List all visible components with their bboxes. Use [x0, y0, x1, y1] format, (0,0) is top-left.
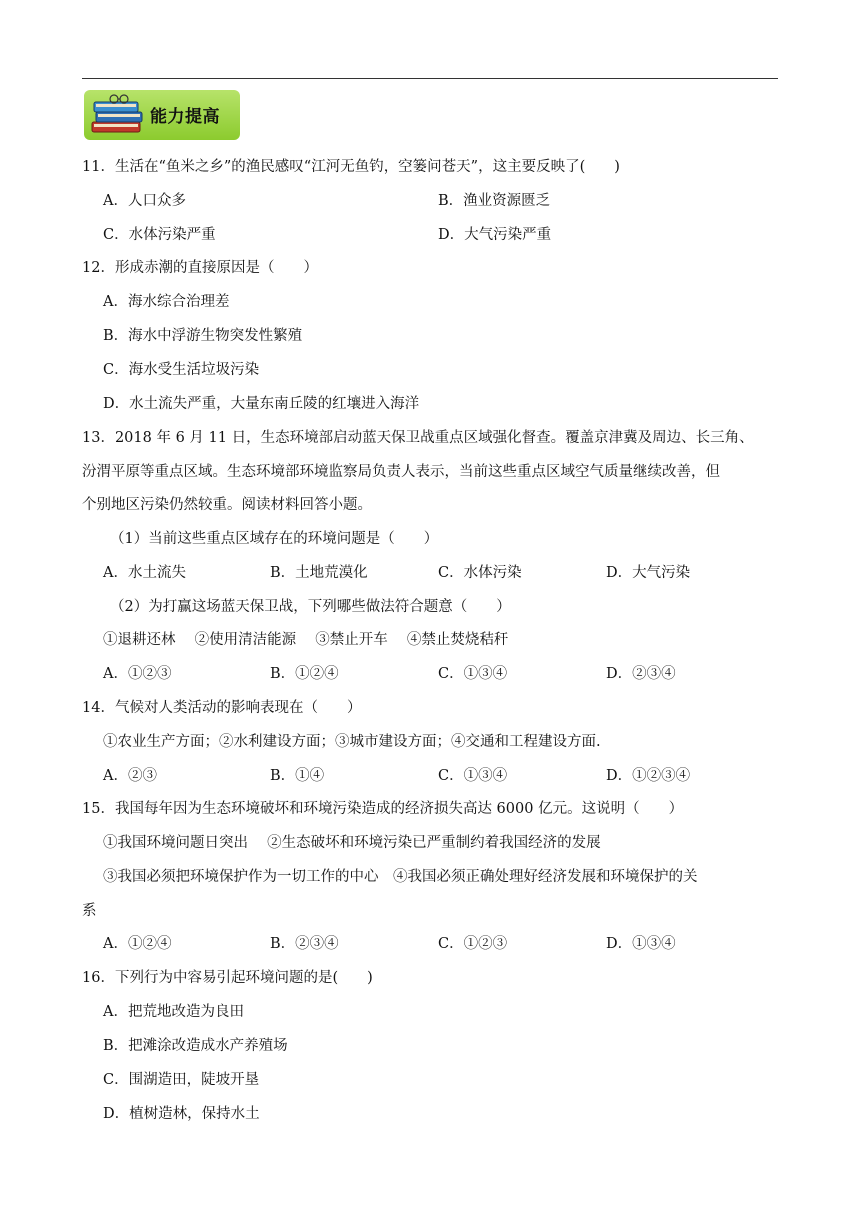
q14-option-a: A．②③ [103, 768, 157, 784]
q14-stem: 14．气候对人类活动的影响表现在（ ） [82, 700, 362, 716]
q12-option-d: D．水土流失严重，大量东南丘陵的红壤进入海洋 [103, 396, 420, 412]
books-icon [88, 92, 152, 138]
section-badge [84, 90, 240, 140]
q13-sub2-option-b: B．①②④ [270, 666, 339, 682]
q11-stem: 11．生活在“鱼米之乡”的渔民感叹“江河无鱼钓，空篓问苍天”，这主要反映了( ) [82, 159, 620, 175]
q14-option-c: C．①③④ [438, 768, 508, 784]
q11-option-d: D．大气污染严重 [438, 227, 552, 243]
section-badge-label: 能力提高 [150, 107, 220, 127]
q15-stem: 15．我国每年因为生态环境破坏和环境污染造成的经济损失高达 6000 亿元。这说明（ ） [82, 801, 684, 817]
header-rule [82, 78, 778, 79]
q11-option-b: B．渔业资源匮乏 [438, 193, 551, 209]
q16-option-d: D．植树造林，保持水土 [103, 1106, 260, 1122]
q16-option-b: B．把滩涂改造成水产养殖场 [103, 1038, 288, 1054]
q13-sub1-option-a: A．水土流失 [103, 565, 186, 581]
q14-items: ①农业生产方面；②水利建设方面；③城市建设方面；④交通和工程建设方面. [103, 734, 601, 750]
q13-sub2-items: ①退耕还林 ②使用清洁能源 ③禁止开车 ④禁止焚烧秸秆 [103, 632, 509, 648]
q14-option-d: D．①②③④ [606, 768, 691, 784]
q15-option-c: C．①②③ [438, 936, 508, 952]
q16-stem: 16．下列行为中容易引起环境问题的是( ) [82, 970, 373, 986]
q13-stem-line-1: 13．2018 年 6 月 11 日，生态环境部启动蓝天保卫战重点区域强化督查。覆盖京津冀及周边、长三角、 [82, 430, 754, 446]
q13-sub1-option-d: D．大气污染 [606, 565, 691, 581]
q12-option-b: B．海水中浮游生物突发性繁殖 [103, 328, 303, 344]
q15-option-d: D．①③④ [606, 936, 676, 952]
q15-items-line-1: ①我国环境问题日突出 ②生态破坏和环境污染已严重制约着我国经济的发展 [103, 835, 601, 851]
q11-option-c: C．水体污染严重 [103, 227, 216, 243]
q12-option-c: C．海水受生活垃圾污染 [103, 362, 260, 378]
q15-items-line-3: 系 [82, 903, 97, 919]
q13-stem-line-3: 个别地区污染仍然较重。阅读材料回答小题。 [82, 497, 372, 513]
q15-option-b: B．②③④ [270, 936, 339, 952]
q13-sub1-option-c: C．水体污染 [438, 565, 522, 581]
q13-sub1-stem: （1）当前这些重点区域存在的环境问题是（ ） [110, 531, 439, 547]
q13-sub2-option-d: D．②③④ [606, 666, 676, 682]
q15-option-a: A．①②④ [103, 936, 172, 952]
q12-option-a: A．海水综合治理差 [103, 294, 230, 310]
q11-option-a: A．人口众多 [103, 193, 186, 209]
q16-option-c: C．围湖造田，陡坡开垦 [103, 1072, 260, 1088]
q15-items-line-2: ③我国必须把环境保护作为一切工作的中心 ④我国必须正确处理好经济发展和环境保护的关 [103, 869, 698, 885]
q13-sub1-option-b: B．土地荒漠化 [270, 565, 368, 581]
q13-sub2-stem: （2）为打赢这场蓝天保卫战，下列哪些做法符合题意（ ） [110, 599, 511, 615]
q16-option-a: A．把荒地改造为良田 [103, 1004, 244, 1020]
q14-option-b: B．①④ [270, 768, 325, 784]
q13-sub2-option-c: C．①③④ [438, 666, 508, 682]
q13-sub2-option-a: A．①②③ [103, 666, 172, 682]
q12-stem: 12．形成赤潮的直接原因是（ ） [82, 260, 318, 276]
q13-stem-line-2: 汾渭平原等重点区域。生态环境部环境监察局负责人表示，当前这些重点区域空气质量继续改善，但 [82, 464, 720, 480]
